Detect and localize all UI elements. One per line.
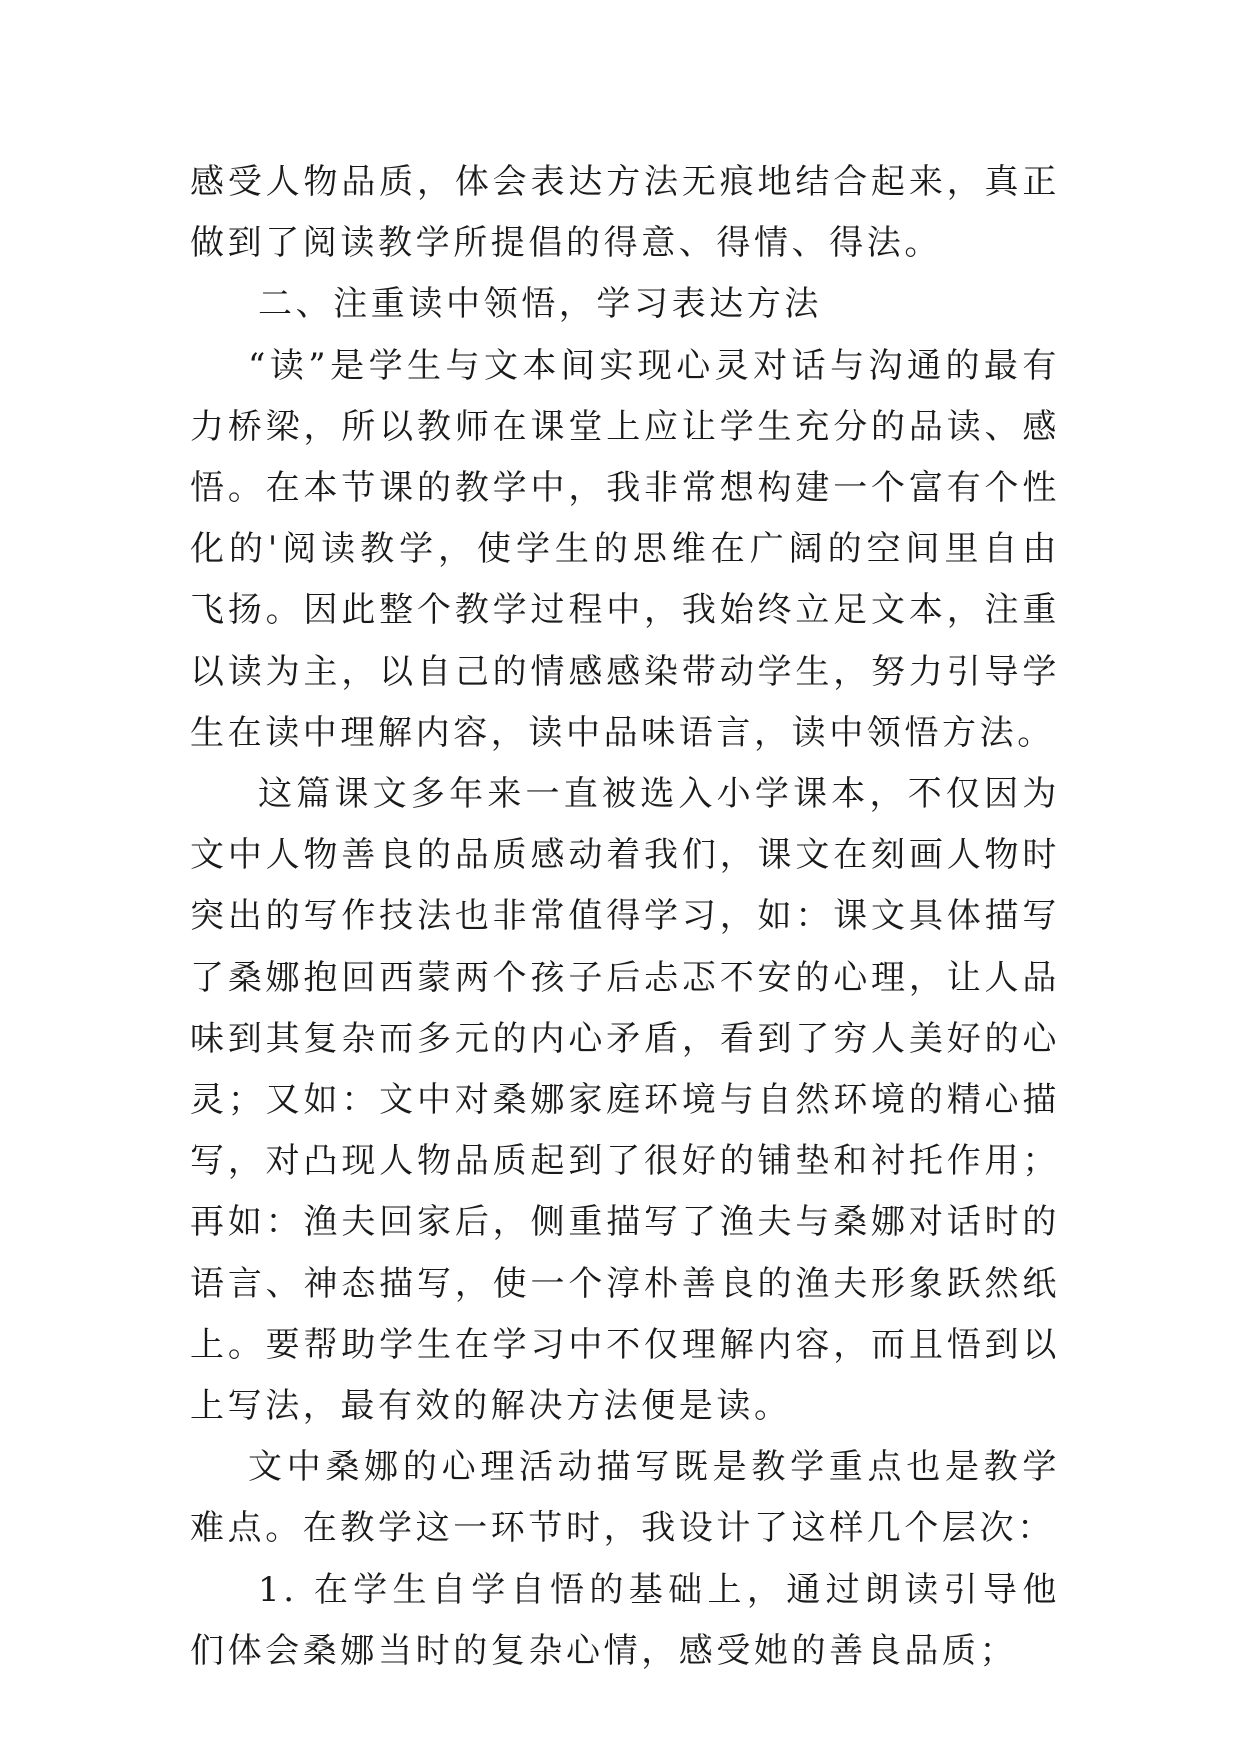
document-body xyxy=(190,152,1060,1682)
section-heading: 二、注重读中领悟，学习表达方法 xyxy=(258,284,822,325)
paragraph-text-analysis: 这篇课文多年来一直被选入小学课本，不仅因为文中人物善良的品质感动着我们，课文在刻画人物时突出的写作技法也非常值得学习，如：课文具体描写了桑娜抱回西蒙两个孩子后忐忑不安的心理，让人品味到其复杂而多元的内心矛盾，看到了穷人美好的心灵；又如：文中对桑娜家庭环境与自然环境的精心描写，对凸现人物品质起到了很好的铺垫和衬托作用；再如：渔夫回家后，侧重描写了渔夫与桑娜对话时的语言、神态描写，使一个淳朴善良的渔夫形象跃然纸上。要帮助学生在学习中不仅理解内容，而且悟到以上写法，最有效的解决方法便是读。 xyxy=(190,774,1060,1427)
paragraph-continuation: 感受人物品质，体会表达方法无痕地结合起来，真正做到了阅读教学所提倡的得意、得情、得法。 xyxy=(190,162,1060,264)
paragraph-teaching-design: 文中桑娜的心理活动描写既是教学重点也是教学难点。在教学这一环节时，我设计了这样几个层次： xyxy=(190,1447,1060,1549)
paragraph-reading: “读”是学生与文本间实现心灵对话与沟通的最有力桥梁，所以教师在课堂上应让学生充分的品读、感悟。在本节课的教学中，我非常想构建一个富有个性化的'阅读教学，使学生的思维在广阔的空间里自由飞扬。因此整个教学过程中，我始终立足文本，注重以读为主，以自己的情感感染带动学生，努力引导学生在读中理解内容，读中品味语言，读中领悟方法。 xyxy=(190,345,1060,753)
list-item-1: 1. 在学生自学自悟的基础上，通过朗读引导他们体会桑娜当时的复杂心情，感受她的善良品质； xyxy=(190,1569,1060,1671)
